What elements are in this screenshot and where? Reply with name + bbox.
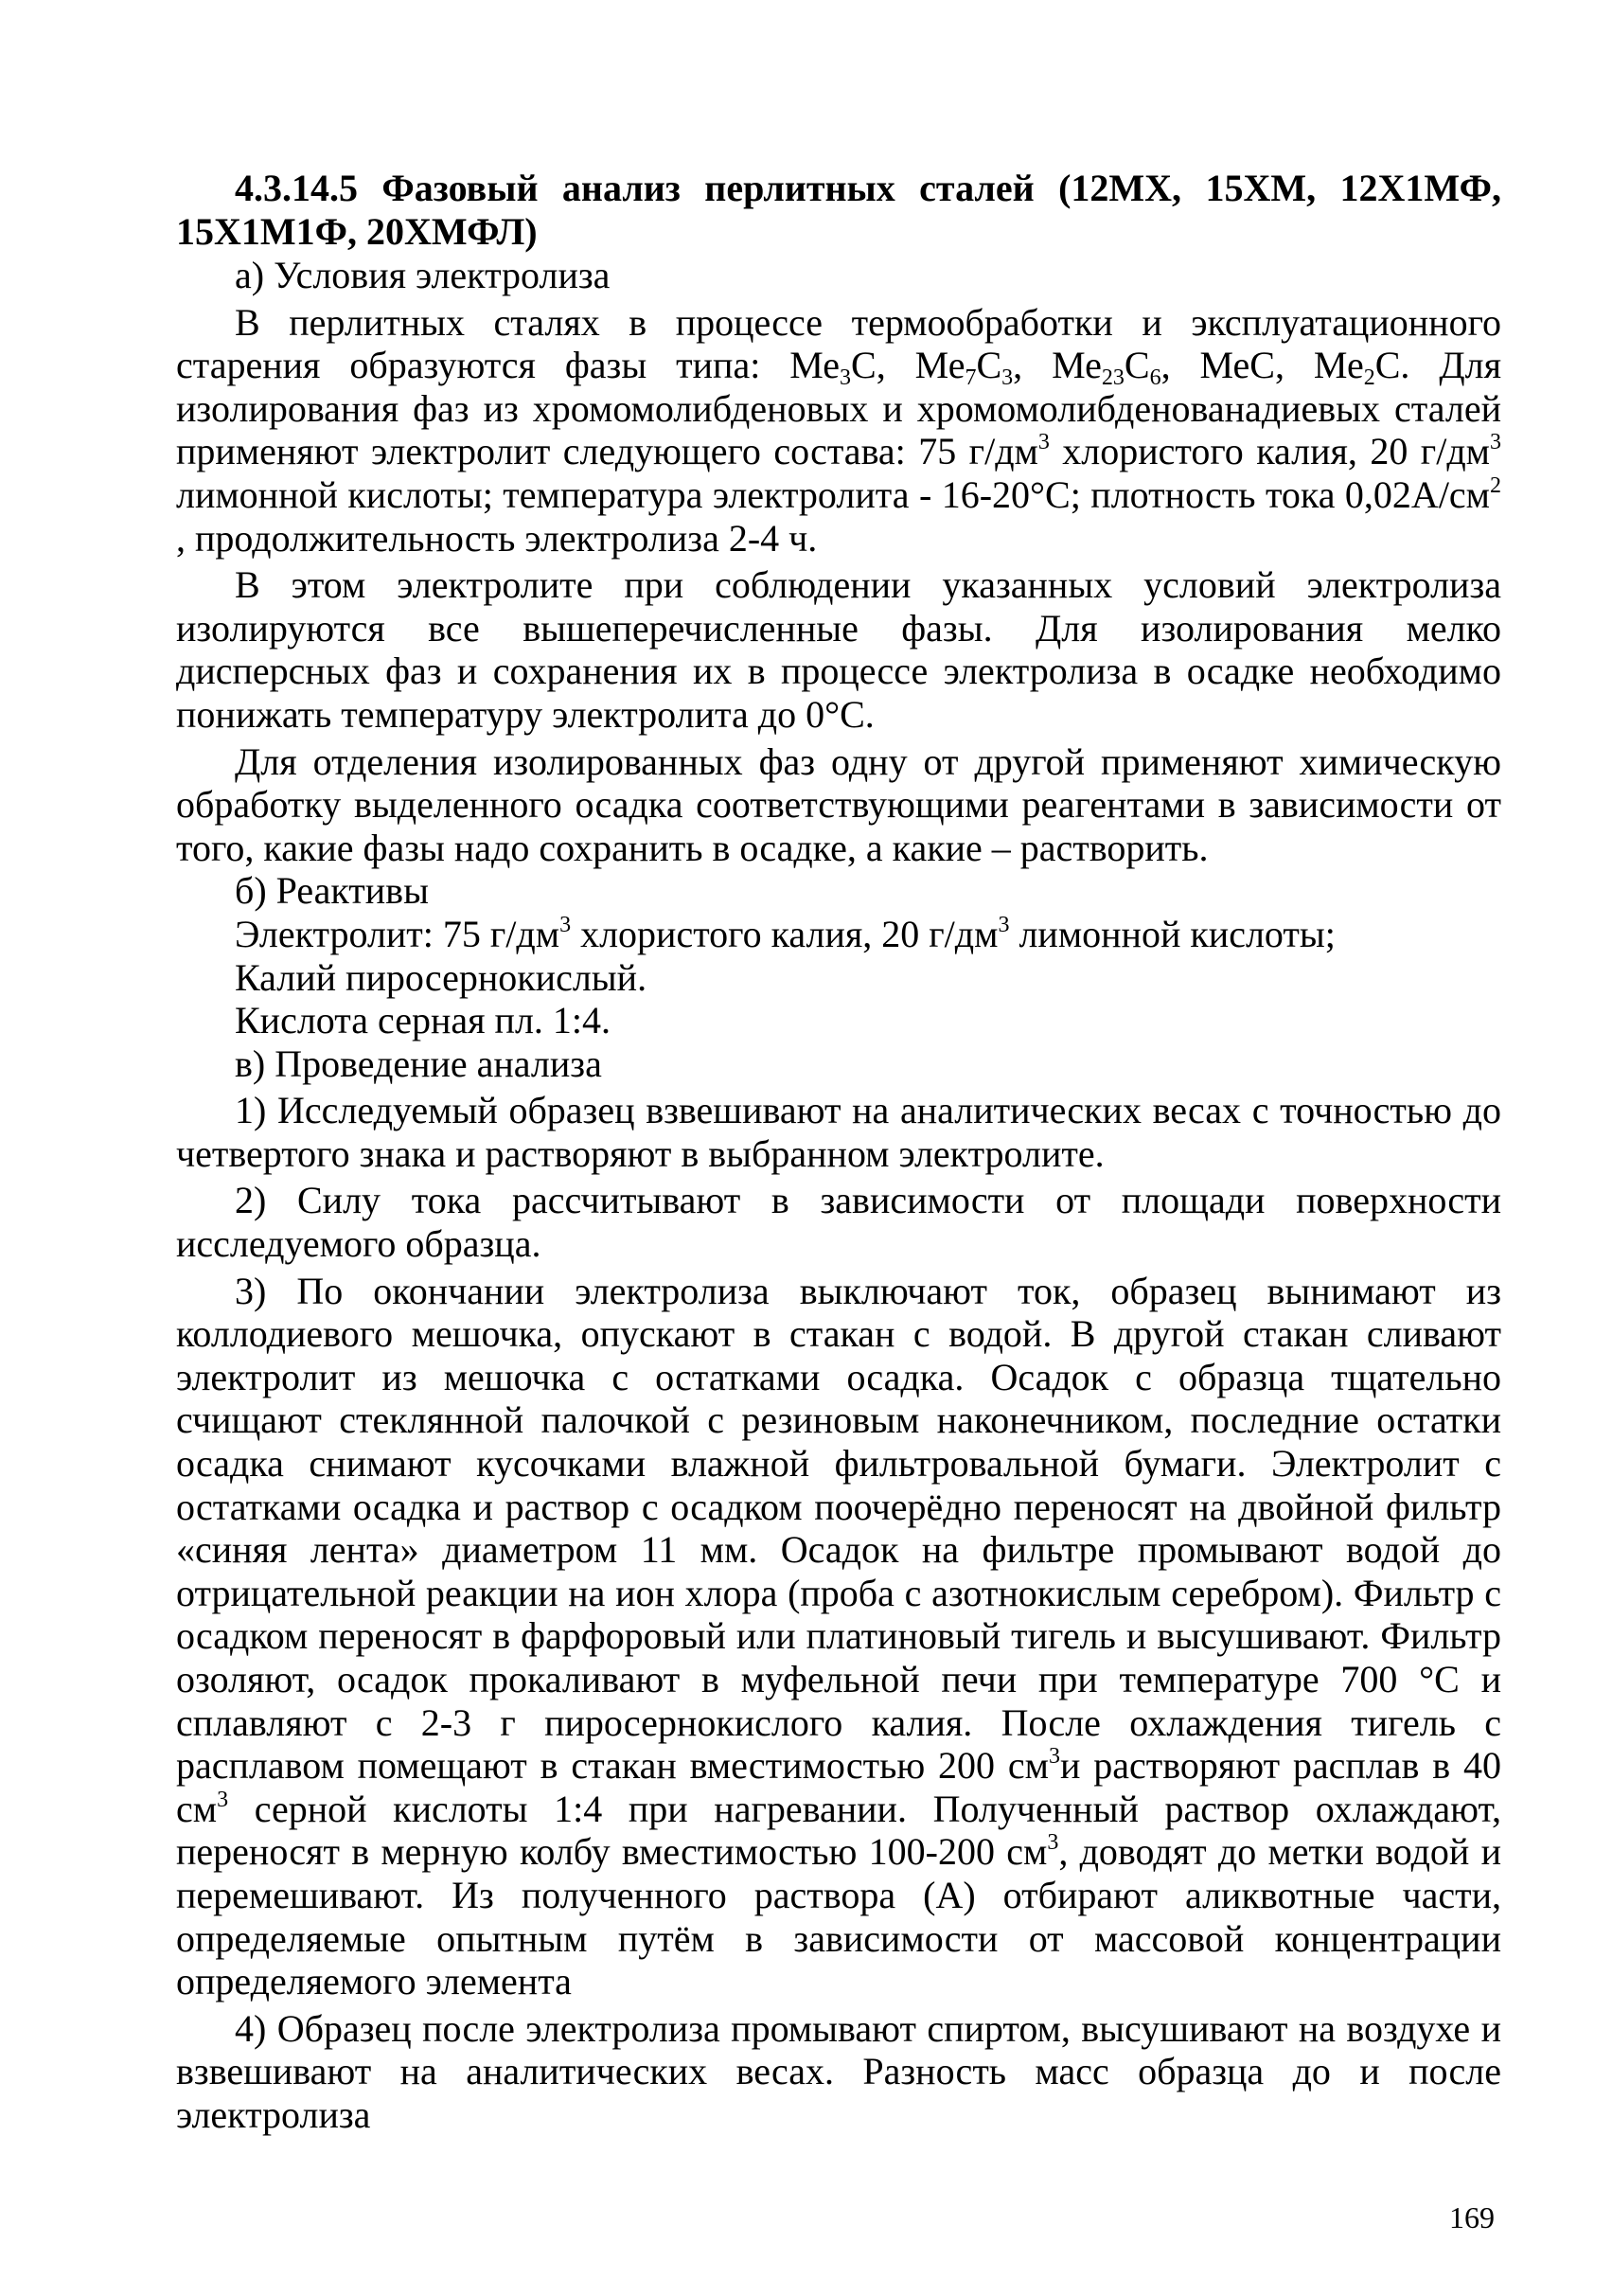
reagent-potassium-pyrosulfate: Калий пиросернокислый. (235, 955, 647, 999)
subsection-title-procedure: в) Проведение анализа (235, 1041, 602, 1085)
procedure-step-4: 4) Образец после электролиза промывают спиртом, высушивают на воздухе и взвешивают на аналитических весах. Разность масс образца до и после электролиза (176, 2006, 1501, 2136)
procedure-step-3: 3) По окончании электролиза выключают ток, образец вынимают из коллодиевого мешочка, опускают в стакан с водой. В другой стакан сливают электролит из мешочка с остатками осадка. Осадок с образца тщательно счищают стеклянной палочкой с резиновым наконечником, последние остатки осадка снимают кусочками влажной фильтровальной бумаги. Электролит с остатками осадка и раствор с осадком поочерёдно переносят на двойной фильтр «синяя лента» диаметром 11 мм. Осадок на фильтре промывают водой до отрицательной реакции на ион хлора (проба с азотнокислым серебром). Фильтр с осадком переносят в фарфоровый или платиновый тигель и высушивают. Фильтр озоляют, осадок прокаливают в муфельной печи при температуре 700 °С и сплавляют с 2-3 г пиросернокислого калия. После охлаждения тигель с расплавом помещают в стакан вместимостью 200 $см^3и$ растворяют расплав в 40 $см^3$ серной кислоты 1:4 при нагревании. Полученный раствор охлаждают, переносят в мерную колбу вместимостью 100-200 $см^3$, доводят до метки водой и перемешивают. Из полученного раствора (А) отбирают аликвотные части, определяемые опытным путём в зависимости от массовой концентрации определяемого элемента (176, 1269, 1501, 2003)
subsection-title-reagents: б) Реактивы (235, 869, 429, 913)
procedure-step-1: 1) Исследуемый образец взвешивают на аналитических весах с точностью до четвертого знака и растворяют в выбранном электролите. (176, 1089, 1501, 1175)
paragraph-phases: В перлитных сталях в процессе термообработки и эксплуатационного старения образуются фазы типа: $Ме_3С$, $Ме_7С_3$, $Ме_{23}С_6$, МеС, $Ме_2С$. Для изолирования фаз из хромомолибденовых и хромомолибденованадиевых сталей применяют электролит следующего состава: 75 $г/дм^3$ хлористого калия, 20 $г/дм^3$ лимонной кислоты; температура электролита - 16-20°С; плотность тока $0,02А/см^2$ , продолжительность электролиза 2-4 ч. (176, 300, 1501, 560)
section-heading: 4.3.14.5 Фазовый анализ перлитных сталей (12МХ, 15ХМ, 12Х1МФ, 15Х1М1Ф, 20ХМФЛ) (176, 167, 1501, 253)
paragraph-isolation: В этом электролите при соблюдении указанных условий электролиза изолируются все вышеперечисленные фазы. Для изолирования мелко дисперсных фаз и сохранения их в процессе электролиза в осадке необходимо понижать температуру электролита до 0°С. (176, 563, 1501, 736)
procedure-step-2: 2) Силу тока рассчитывают в зависимости от площади поверхности исследуемого образца. (176, 1179, 1501, 1266)
reagent-sulfuric-acid: Кислота серная пл. 1:4. (235, 999, 611, 1042)
document-page (176, 167, 1501, 2137)
paragraph-separation: Для отделения изолированных фаз одну от другой применяют химическую обработку выделенного осадка соответствующими реагентами в зависимости от того, какие фазы надо сохранить в осадке, а какие – растворить. (176, 739, 1501, 869)
subsection-title-conditions: а) Условия электролиза (235, 254, 611, 296)
page-number: 169 (1449, 2200, 1495, 2234)
reagent-electrolyte: Электролит: 75 $г/дм^3$ хлористого калия, 20 $г/дм^3$ лимонной кислоты; (235, 912, 1336, 955)
